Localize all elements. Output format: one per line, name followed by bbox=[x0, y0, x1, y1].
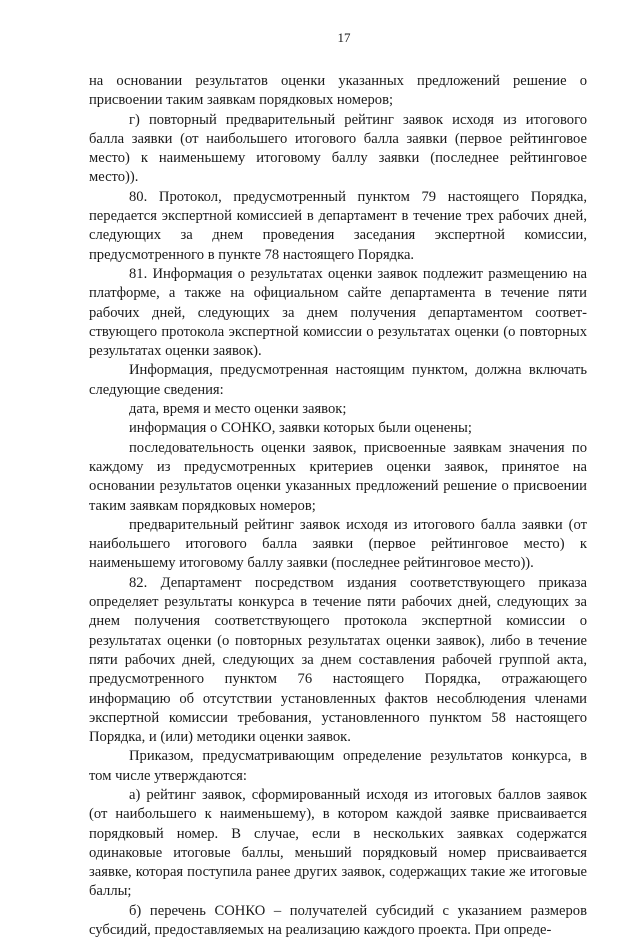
paragraph: на основании результатов оценки указанных предложений решение о присвоении таким заявкам порядковых номеров; bbox=[89, 73, 587, 109]
paragraph: Приказом, предусматривающим определение результатов конкурса, в том числе утверждаются: bbox=[89, 748, 587, 784]
paragraph: г) повторный предварительный рейтинг заявок исходя из итогового балла заявки (от наибольшего итогового балла заявки (первое рейтинговое место) к наименьшему итоговому баллу заявки (последнее рейтинговое место)). bbox=[89, 111, 587, 186]
paragraph: Информация, предусмотренная настоящим пунктом, должна включать следующие сведения: bbox=[89, 362, 587, 398]
paragraph: последовательность оценки заявок, присвоенные заявкам значения по каждому из предусмотренных критериев оценки заявок, принятое на основании результатов оценки указанных предложений решение о присвоении таким заявкам порядковых номеров; bbox=[89, 439, 587, 514]
paragraph: б) перечень СОНКО – получателей субсидий с указанием размеров субсидий, предоставляемых на реализацию каждого проекта. При опреде- bbox=[89, 902, 587, 939]
paragraph: 81. Информация о результатах оценки заявок подлежит размещению на платформе, а также на официальном сайте департамента в течение пяти рабочих дней, следующих за днем получения департаментом соответствующего протокола экспертной комиссии о результатах оценки (о повторных результатах оценки заявок). bbox=[89, 265, 587, 360]
document-body bbox=[89, 72, 587, 940]
paragraph: а) рейтинг заявок, сформированный исходя из итоговых баллов заявок (от наибольшего к наименьшему), в котором каждой заявке присваивается порядковый номер. В случае, если в нескольких заявках содержатся одинаковые итоговые баллы, меньший порядковый номер присваивается заявке, которая поступила ранее других заявок, содержащих такие же итоговые баллы; bbox=[89, 786, 587, 900]
paragraph: информация о СОНКО, заявки которых были оценены; bbox=[129, 420, 472, 437]
paragraph: 82. Департамент посредством издания соответствующего приказа определяет результаты конкурса в течение пяти рабочих дней, следующих за днем получения соответствующего протокола экспертной комиссии о результатах оценки (о повторных результатах оценки заявок), либо в течение пяти рабочих дней, следующих за днем составления рабочей группой акта, предусмотренного пунктом 76 настоящего Порядка, отражающего информацию об отсутствии установленных фактов несоблюдения членами экспертной комиссии требования, установленного пунктом 58 настоящего Порядка, и (или) методики оценки заявок. bbox=[89, 574, 587, 746]
page-number: 17 bbox=[337, 30, 351, 45]
paragraph: дата, время и место оценки заявок; bbox=[129, 401, 347, 418]
paragraph: 80. Протокол, предусмотренный пунктом 79 настоящего Порядка, передается экспертной комиссией в департамент в течение трех рабочих дней, следующих за днем проведения заседания экспертной комиссии, предусмотренного в пункте 78 настоящего Порядка. bbox=[89, 188, 587, 263]
document-page bbox=[89, 0, 587, 940]
paragraph: предварительный рейтинг заявок исходя из итогового балла заявки (от наибольшего итогового балла заявки (первое рейтинговое место) к наименьшему итоговому баллу заявки (последнее рейтинговое место)). bbox=[89, 516, 587, 572]
